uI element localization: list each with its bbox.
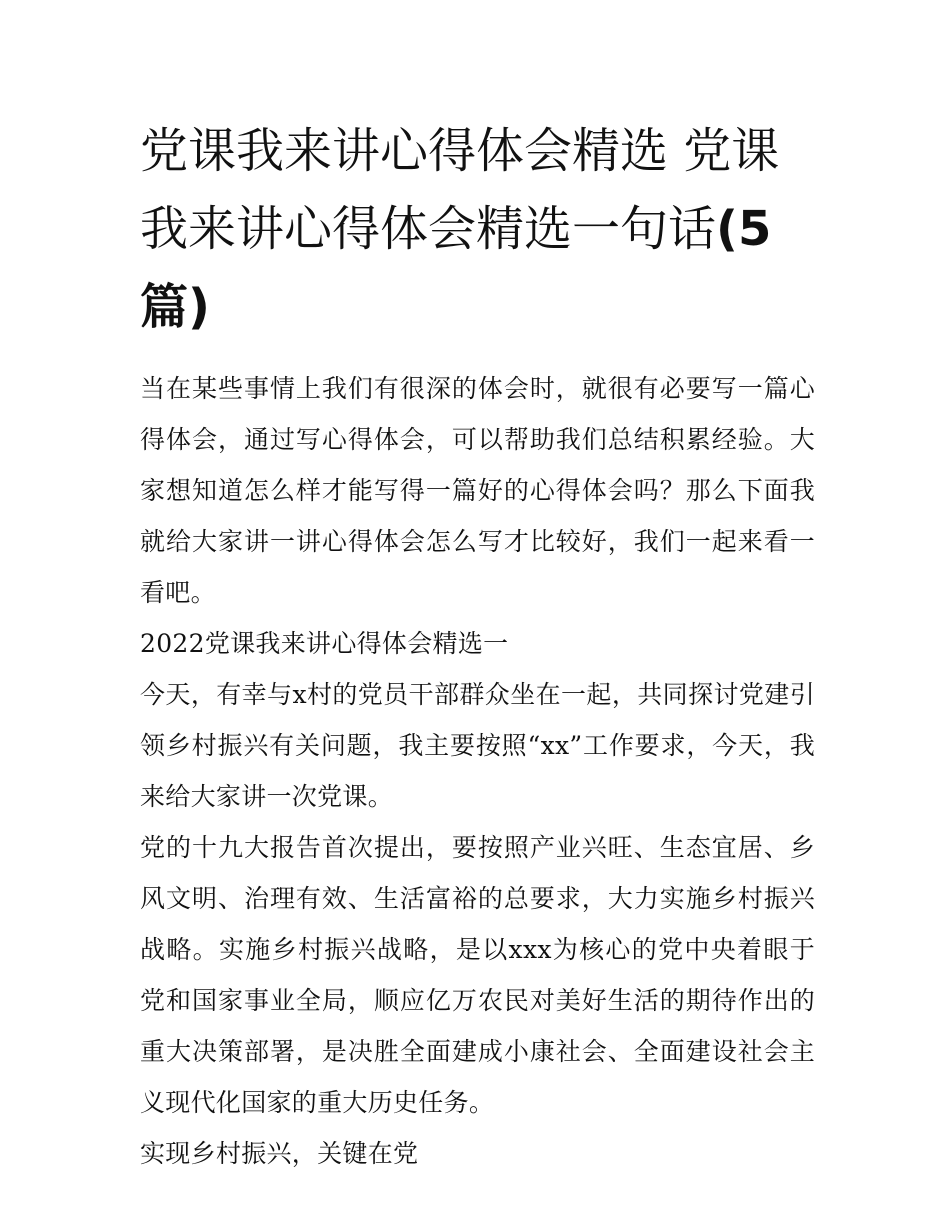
body-paragraph: 党的十九大报告首次提出，要按照产业兴旺、生态宜居、乡风文明、治理有效、生活富裕的总要求，大力实施乡村振兴战略。实施乡村振兴战略，是以xxx为核心的党中央着眼于党和国家事业全局，顺应亿万农民对美好生活的期待作出的重大决策部署，是决胜全面建成小康社会、全面建设社会主义现代化国家的重大历史任务。 bbox=[140, 833, 815, 1117]
document-title bbox=[140, 112, 815, 346]
document-page bbox=[140, 112, 815, 1179]
document-title-tail: (5篇) bbox=[140, 201, 772, 335]
document-title-main: 党课我来讲心得体会精选 党课我来讲心得体会精选一句话 bbox=[140, 123, 780, 257]
intro-paragraph: 当在某些事情上我们有很深的体会时，就很有必要写一篇心得体会，通过写心得体会，可以帮助我们总结积累经验。大家想知道怎么样才能写得一篇好的心得体会吗？那么下面我就给大家讲一讲心得体会怎么写才比较好，我们一起来看一看吧。 bbox=[140, 374, 815, 607]
section-heading: 2022党课我来讲心得体会精选一 bbox=[140, 629, 509, 658]
document-body bbox=[140, 363, 815, 1179]
body-paragraph: 今天，有幸与x村的党员干部群众坐在一起，共同探讨党建引领乡村振兴有关问题，我主要按照“xx”工作要求，今天，我来给大家讲一次党课。 bbox=[140, 680, 815, 811]
body-paragraph: 实现乡村振兴，关键在党 bbox=[140, 1139, 419, 1168]
